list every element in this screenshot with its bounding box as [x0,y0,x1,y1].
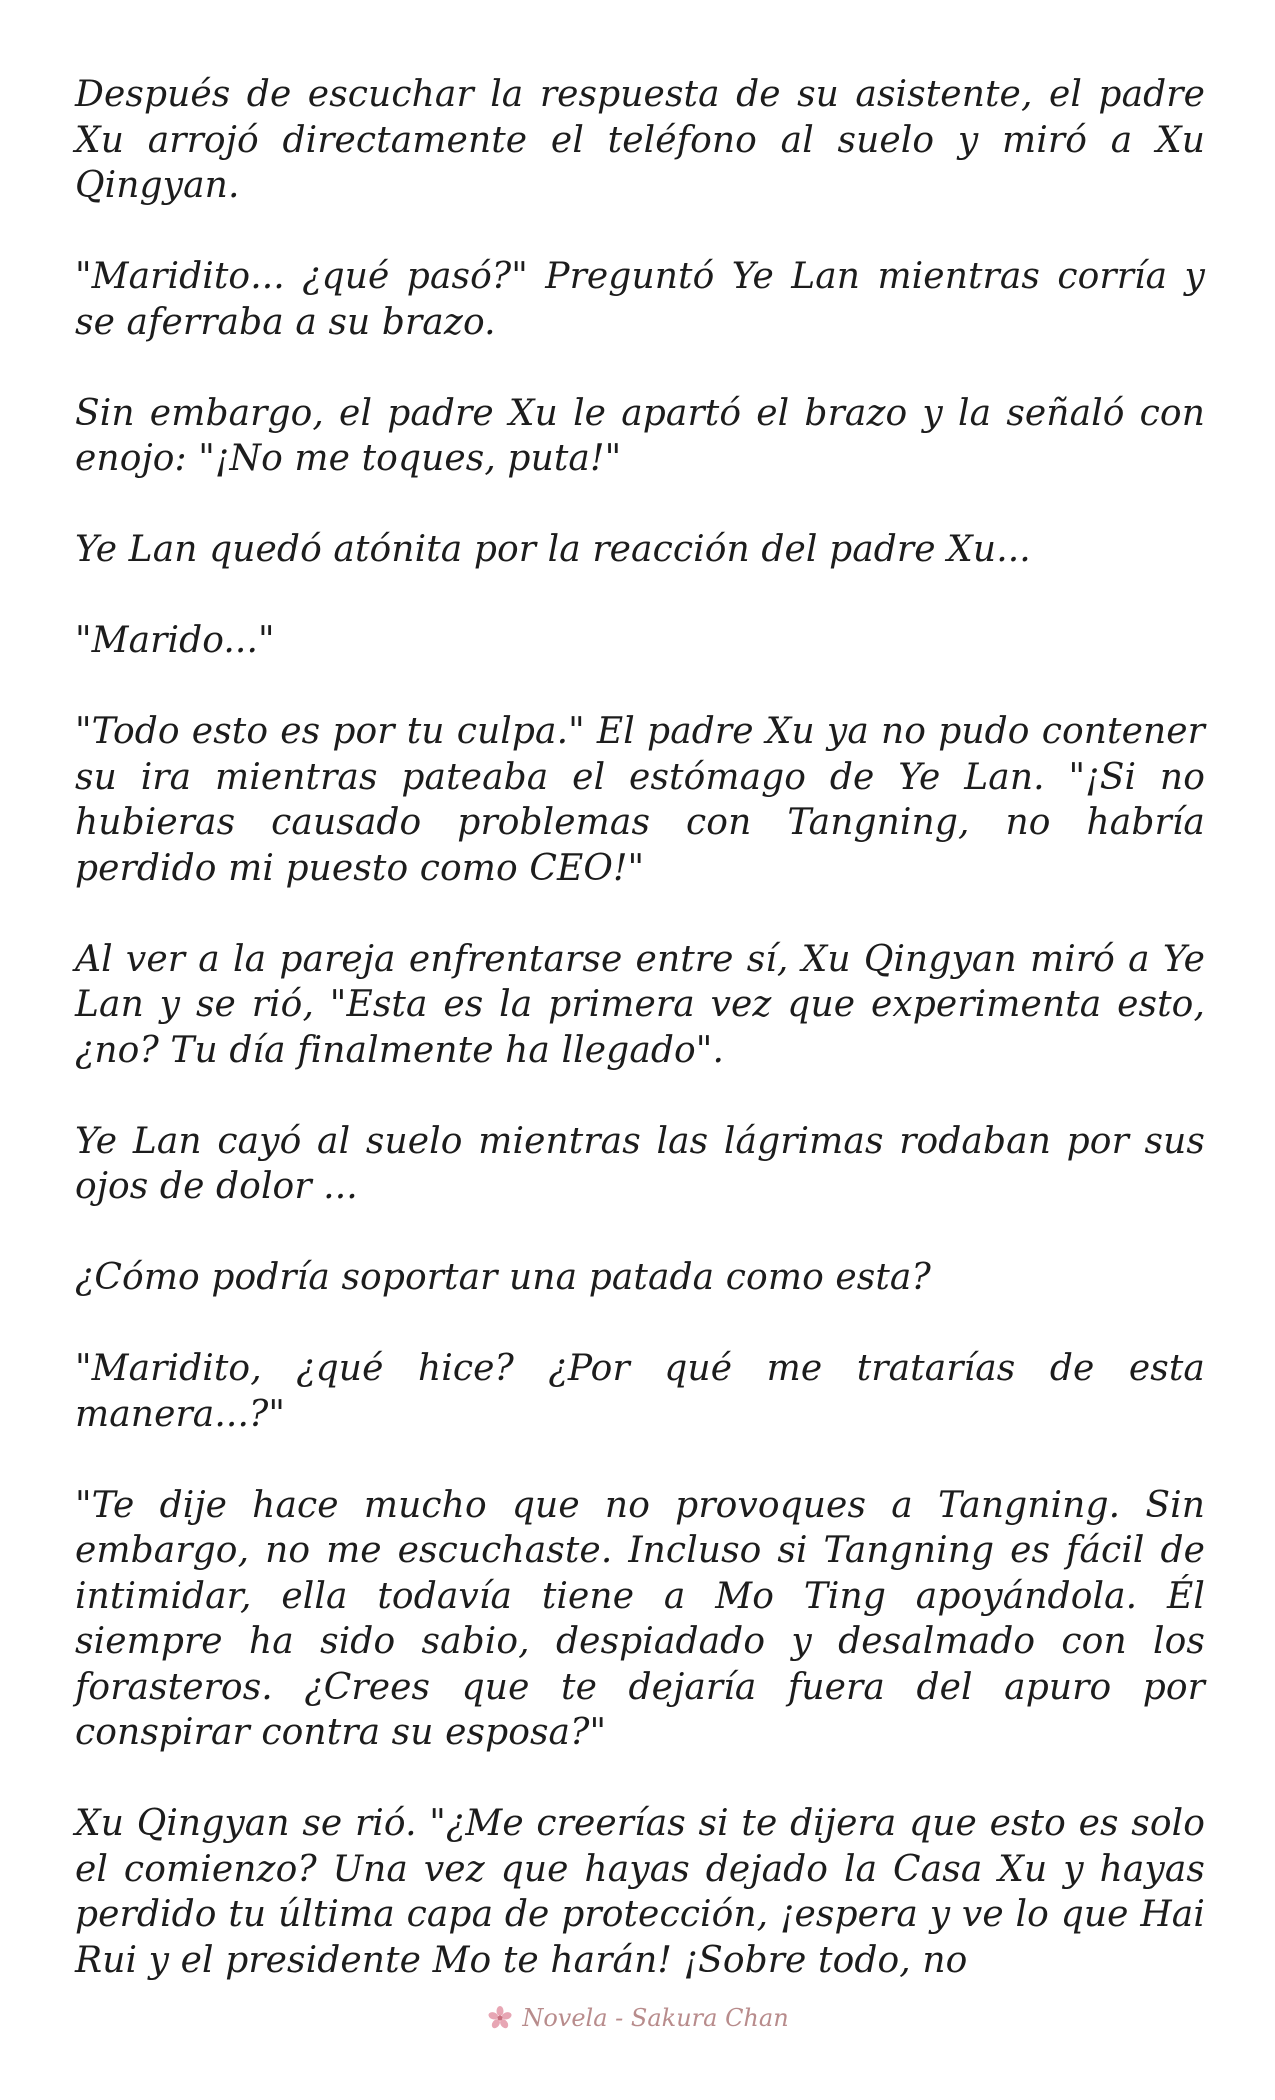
paragraph-10: "Mariditо, ¿qué hice? ¿Por qué me tratarías de esta manera...?" [75,1348,1205,1435]
paragraph-5: "Marido..." [75,620,275,661]
paragraph-4: Ye Lan quedó atónita por la reacción del padre Xu... [75,529,1031,570]
paragraph-8: Ye Lan cayó al suelo mientras las lágrimas rodaban por sus ojos de dolor ... [75,1120,1205,1207]
watermark-text: Novela - Sakura Chan [522,2004,789,2032]
paragraph-7: Al ver a la pareja enfrentarse entre sí, Xu Qingyan miró a Ye Lan y se rió, "Esta es la primera vez que experimenta esto, ¿no? Tu día finalmente ha llegado". [75,938,1205,1071]
watermark [0,1998,1275,2038]
paragraph-12: Xu Qingyan se rió. "¿Me creerías si te dijera que esto es solo el comienzo? Una vez que hayas dejado la Casa Xu y hayas perdido tu última capa de protección, ¡espera y ve lo que Hai Rui y el presidente Mo te harán! ¡Sobre todo, no [75,1803,1205,1981]
story-text [75,72,1205,2029]
paragraph-2: "Mariditо... ¿qué pasó?" Preguntó Ye Lan mientras corría y se aferraba a su brazo. [75,256,1205,343]
paragraph-1: Después de escuchar la respuesta de su asistente, el padre Xu arrojó directamente el teléfono al suelo y miró a Xu Qingyan. [75,74,1205,206]
sakura-flower-icon [486,2004,514,2032]
paragraph-9: ¿Cómo podría soportar una patada como esta? [75,1257,931,1298]
paragraph-11: "Te dije hace mucho que no provoques a Tangning. Sin embargo, no me escuchaste. Incluso si Tangning es fácil de intimidar, ella todavía tiene a Mo Ting apoyándola. Él siempre ha sido sabio, despiadado y desalmado con los forasteros. ¿Crees que te dejaría fuera del apuro por conspirar contra su esposa?" [75,1484,1205,1753]
paragraph-3: Sin embargo, el padre Xu le apartó el brazo y la señaló con enojo: "¡No me toques, puta!" [75,392,1205,479]
paragraph-6: "Todo esto es por tu culpa." El padre Xu ya no pudo contener su ira mientras pateaba el estómago de Ye Lan. "¡Si no hubieras causado problemas con Tangning, no habría perdido mi puesto como CEO!" [75,711,1205,889]
